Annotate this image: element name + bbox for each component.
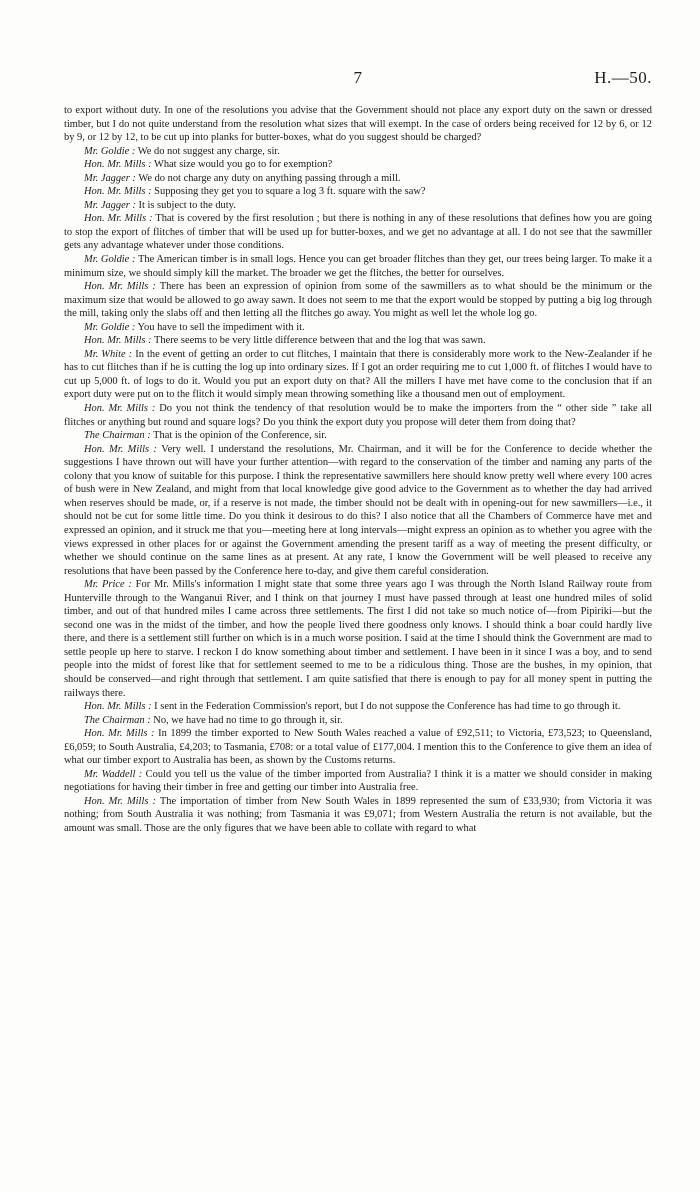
speaker-name: Hon. Mr. Mills : [84,701,152,713]
paragraph-text: to export without duty. In one of the resolutions you advise that the Government should not place any export duty on the sawn or dressed timber, but I do not quite understand from the resolution what sizes that will exempt. In the case of orders being received for 12 by 6, or 12 by 9, or 12 by 12, to be cut up into planks for butter-boxes, what do you suggest should be charged? [64,105,652,144]
paragraph [64,714,652,728]
speaker-name: Mr. Price : [84,579,132,591]
paragraph [64,145,652,159]
document-reference: H.—50. [594,68,652,87]
paragraph-text: Very well. I understand the resolutions, Mr. Chairman, and it will be for the Conference to decide whether the suggestions I have thrown out will have your further attention—with regard to the conservation of the timber and naming any parts of the colony that you know of suitable for this purpose. I think the representative sawmillers here should know pretty well where every 100 acres of bush were in New Zealand, and might from that local knowledge give good advice to the Government as to whether the day had arrived when reserves should be made, or, if a reserve is not made, the timber should not be dealt with in opening-out for new sawmillers—i.e., it should not be cut for some little time. Do you think it desirous to do this? I also notice that all the Chambers of Commerce have met and expressed an opinion, and it struck me that you—meeting here at long intervals—might express an opinion as to whether you agree with the views expressed in other places for or against the Government amending the present tariff as a way of meeting the present difficulty, or whether we should continue on the same lines as at present. At any rate, I know the Government will be well pleased to receive any resolutions that have been passed by the Conference here to-day, and give them careful consideration. [64,443,652,577]
paragraph [64,334,652,348]
paragraph-text: For Mr. Mills's information I might state that some three years ago I was through the North Island Railway route from Hunterville through to the Wanganui River, and I think on that journey I must have passed through at least one hundred miles of solid timber, and out of that hundred miles I came across three settlements. The first I did not take so much notice of—from Pipiriki—but the second one was in the midst of the timber, and how the people lived there goodness only knows. I should think a boar could hardly live there, and there is a settlement still further on which is in a much worse position. I said at the time I should think the Government are mad to settle people up here to starve. I reckon I do know something about timber and settlement. I have been in it since I was a boy, and to send people into the midst of forest like that for settlement seemed to me to be a ridiculous thing. Those are the bushes, in my opinion, that should be conserved—and right through that settlement. I am quite satisfied that there is enough to pay for all money spent in putting the railways there. [64,579,652,699]
paragraph-text: It is subject to the duty. [138,199,236,211]
paragraph-text: We do not charge any duty on anything passing through a mill. [138,172,401,184]
paragraph-text: No, we have had no time to go through it, sir. [153,714,343,726]
paragraph-text: Do you not think the tendency of that resolution would be to make the importers from the “ other side ” take all flitches or anything but round and square logs? Do you think the export duty you propose will deter them from doing that? [64,403,652,428]
speaker-name: Hon. Mr. Mills : [84,281,156,293]
paragraph [64,104,652,145]
paragraph-text: What size would you go to for exemption? [153,159,333,171]
paragraph [64,443,652,578]
paragraph-text: In the event of getting an order to cut flitches, I maintain that there is considerably more work to the New-Zealander if he has to cut flitches than if he is cutting the log up into ordinary sizes. If I got an order requiring me to cut 1,000 ft. of flitches I would have to cut up 5,000 ft. of logs to do it. Would you put an export duty on that? All the millers I have met have come to the conclusion that if an export duty were put on to the flitch it would simply mean throwing something like a thousand men out of employment. [64,348,652,401]
speaker-name: Mr. Goldie : [84,145,136,157]
paragraph [64,280,652,321]
paragraph [64,253,652,280]
paragraph [64,795,652,836]
paragraph-text: We do not suggest any charge, sir. [137,145,280,157]
paragraph [64,158,652,172]
paragraph [64,172,652,186]
speaker-name: Mr. White : [84,348,133,360]
speaker-name: Hon. Mr. Mills : [84,728,155,740]
paragraph-text: There seems to be very little difference between that and the log that was sawn. [153,335,486,347]
speaker-name: Mr. Jagger : [84,172,136,184]
paragraph-text: That is covered by the first resolution ; but there is nothing in any of these resolutions that defines how you are going to stop the export of flitches of timber that will be used up for butter-boxes, and we get no advantage at all. I do not see that the sawmiller gets any advantage whatever under those conditions. [64,213,652,252]
paragraph [64,402,652,429]
transcript-body [64,104,652,836]
speaker-name: Mr. Jagger : [84,199,136,211]
paragraph [64,199,652,213]
speaker-name: Hon. Mr. Mills : [84,795,156,807]
paragraph-text: The American timber is in small logs. Hence you can get broader flitches than they get, our trees being larger. To make it a minimum size, we should simply kill the market. The broader we get the flitches, the better for ourselves. [64,254,653,279]
paragraph [64,212,652,253]
paragraph [64,348,652,402]
paragraph-text: That is the opinion of the Conference, sir. [153,430,327,442]
speaker-name: Mr. Goldie : [84,254,136,266]
paragraph [64,429,652,443]
paragraph-text: The importation of timber from New South Wales in 1899 represented the sum of £33,930; from Victoria it was nothing; from South Australia it was nothing; from Tasmania it was £9,071; from Western Australia the return is not available, but the amount was small. Those are the only figures that we have been able to collate with regard to what [64,795,652,834]
paragraph [64,185,652,199]
paragraph-text: In 1899 the timber exported to New South Wales reached a value of £92,511; to Victoria, £73,523; to Queensland, £6,059; to South Australia, £4,203; to Tasmania, £708: or a total value of £177,004. I mention this to the Conference to give them an idea of what our timber export to Australia has been, as shown by the Customs returns. [64,728,653,767]
speaker-name: Mr. Waddell : [84,768,143,780]
speaker-name: Hon. Mr. Mills : [84,335,152,347]
paragraph-text: I sent in the Federation Commission's report, but I do not suppose the Conference has had time to go through it. [154,701,621,713]
speaker-name: Hon. Mr. Mills : [84,159,152,171]
page-header [64,68,652,94]
paragraph-text: There has been an expression of opinion from some of the sawmillers as to what should be the minimum or the maximum size that would be allowed to go away sawn. It does not seem to me that the export would be stopped by putting a big log through the mill, taking only the slabs off and then letting all the flitches go away. You might as well let the whole log go. [64,281,653,320]
paragraph [64,727,652,768]
page-number: 7 [353,68,363,87]
paragraph-text: Could you tell us the value of the timber imported from Australia? I think it is a matter we should consider in making negotiations for having their timber in free and getting our timber into Australia free. [64,768,652,794]
paragraph [64,321,652,335]
speaker-name: Hon. Mr. Mills : [84,213,153,225]
speaker-name: The Chairman : [84,714,151,726]
paragraph [64,700,652,714]
paragraph-text: You have to sell the impediment with it. [137,321,305,333]
speaker-name: Hon. Mr. Mills : [84,403,156,415]
speaker-name: Hon. Mr. Mills : [84,443,158,455]
paragraph-text: Supposing they get you to square a log 3 ft. square with the saw? [154,186,426,198]
speaker-name: The Chairman : [84,430,151,442]
paragraph [64,768,652,795]
speaker-name: Hon. Mr. Mills : [84,186,152,198]
speaker-name: Mr. Goldie : [84,321,136,333]
paragraph [64,578,652,700]
